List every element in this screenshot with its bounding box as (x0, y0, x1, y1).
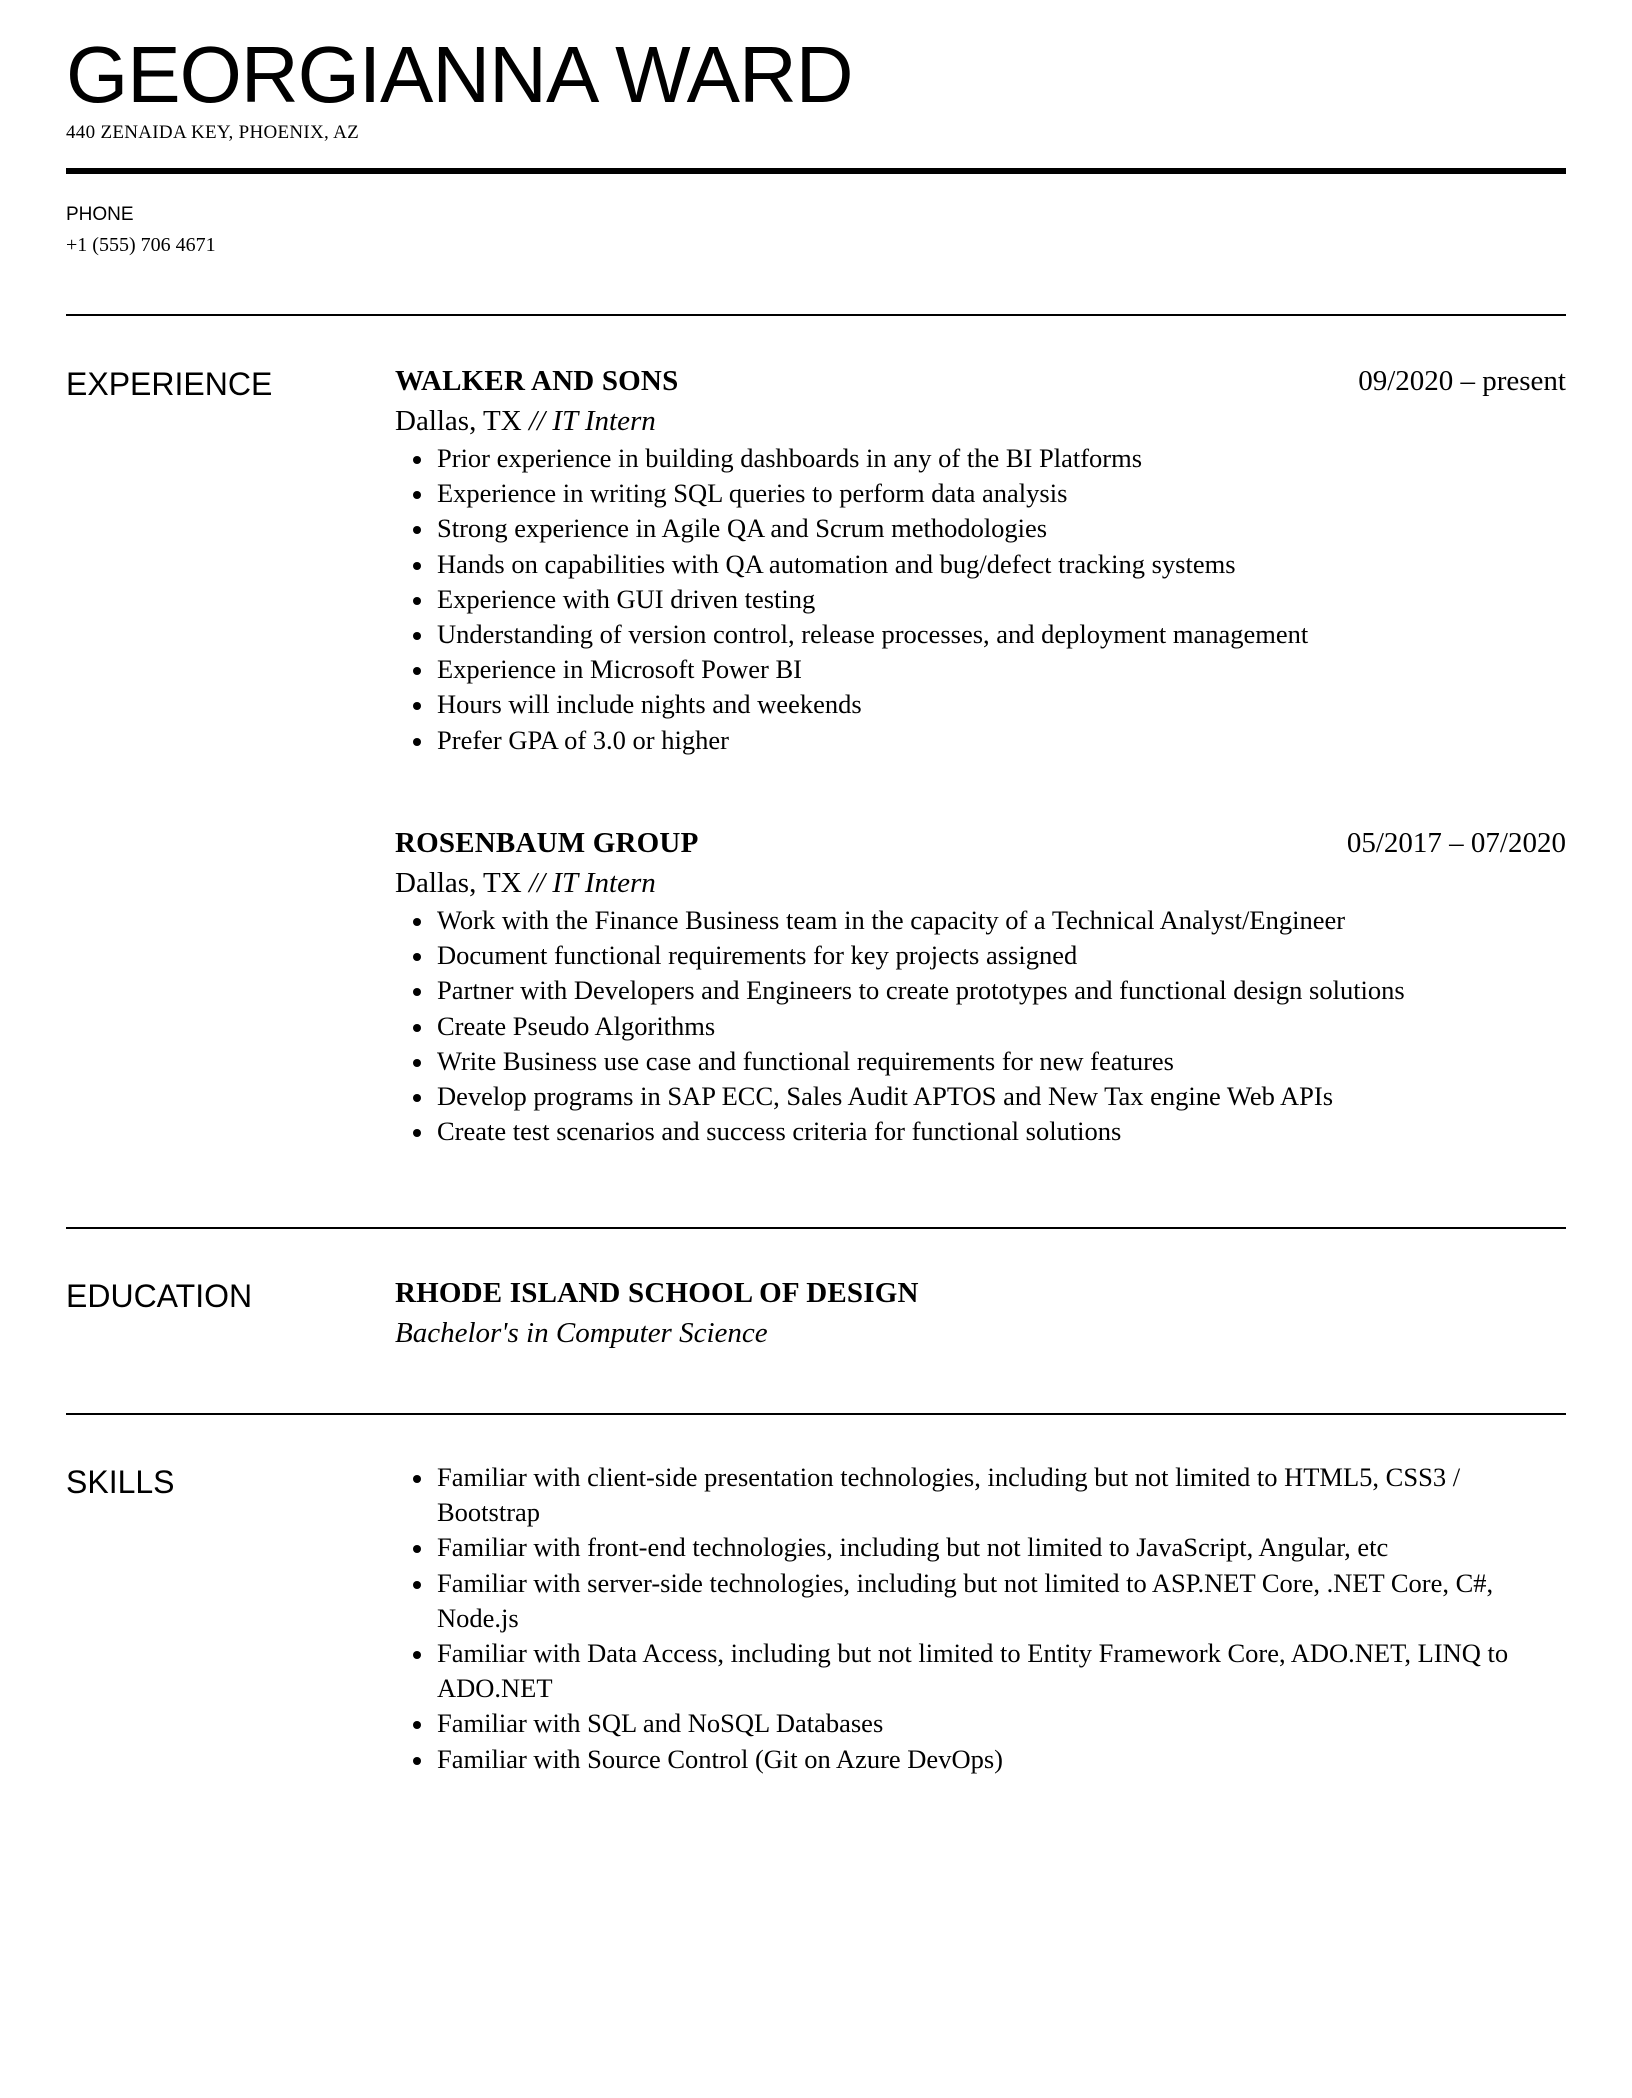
section-divider (66, 1413, 1566, 1415)
list-item: Work with the Finance Business team in the capacity of a Technical Analyst/Engineer (395, 903, 1566, 938)
skills-entry (395, 1460, 1566, 1777)
job-dates: 05/2017 – 07/2020 (1346, 827, 1566, 859)
skills-heading: SKILLS (66, 1464, 175, 1500)
section-divider (66, 314, 1566, 316)
job-entry (395, 823, 1566, 1149)
education-school: RHODE ISLAND SCHOOL OF DESIGN (395, 1277, 919, 1309)
list-item: Partner with Developers and Engineers to create prototypes and functional design solutions (395, 973, 1566, 1008)
job-role: IT Intern (552, 867, 656, 899)
job-role: IT Intern (552, 405, 656, 437)
list-item: Create test scenarios and success criteria for functional solutions (395, 1114, 1566, 1149)
job-bullets (395, 441, 1566, 758)
list-item: Prior experience in building dashboards in any of the BI Platforms (395, 441, 1566, 476)
list-item: Familiar with front-end technologies, including but not limited to JavaScript, Angular, etc (395, 1530, 1566, 1565)
education-heading: EDUCATION (66, 1278, 253, 1314)
job-location: Dallas, TX (395, 867, 522, 899)
education-entry (395, 1273, 1566, 1353)
education-degree: Bachelor's in Computer Science (395, 1317, 768, 1349)
list-item: Familiar with SQL and NoSQL Databases (395, 1706, 1566, 1741)
job-location: Dallas, TX (395, 405, 522, 437)
list-item: Write Business use case and functional requirements for new features (395, 1044, 1566, 1079)
section-divider (66, 1227, 1566, 1229)
list-item: Develop programs in SAP ECC, Sales Audit APTOS and New Tax engine Web APIs (395, 1079, 1566, 1114)
job-separator: // (521, 405, 553, 437)
candidate-name: GEORGIANNA WARD (66, 30, 853, 119)
list-item: Create Pseudo Algorithms (395, 1009, 1566, 1044)
job-header (395, 361, 1566, 401)
experience-heading: EXPERIENCE (66, 366, 273, 402)
job-header (395, 823, 1566, 863)
list-item: Experience in writing SQL queries to perform data analysis (395, 476, 1566, 511)
job-company: WALKER AND SONS (395, 365, 679, 397)
list-item: Familiar with Source Control (Git on Azure DevOps) (395, 1742, 1566, 1777)
job-subline (395, 863, 1566, 903)
list-item: Familiar with client-side presentation technologies, including but not limited to HTML5, CSS3 / Bootstrap (395, 1460, 1566, 1530)
job-bullets (395, 903, 1566, 1149)
list-item: Familiar with server-side technologies, including but not limited to ASP.NET Core, .NET Core, C#, Node.js (395, 1566, 1566, 1636)
list-item: Hands on capabilities with QA automation and bug/defect tracking systems (395, 547, 1566, 582)
phone-label: PHONE (66, 204, 134, 225)
job-dates: 09/2020 – present (1358, 365, 1566, 397)
phone-value: +1 (555) 706 4671 (66, 234, 216, 256)
list-item: Experience with GUI driven testing (395, 582, 1566, 617)
list-item: Familiar with Data Access, including but not limited to Entity Framework Core, ADO.NET, LINQ to ADO.NET (395, 1636, 1566, 1706)
list-item: Experience in Microsoft Power BI (395, 652, 1566, 687)
list-item: Document functional requirements for key projects assigned (395, 938, 1566, 973)
job-separator: // (521, 867, 553, 899)
list-item: Hours will include nights and weekends (395, 687, 1566, 722)
candidate-address: 440 ZENAIDA KEY, PHOENIX, AZ (66, 122, 360, 143)
job-subline (395, 401, 1566, 441)
header-divider (66, 168, 1566, 174)
list-item: Prefer GPA of 3.0 or higher (395, 723, 1566, 758)
job-entry (395, 361, 1566, 758)
skills-list (395, 1460, 1566, 1777)
list-item: Strong experience in Agile QA and Scrum methodologies (395, 511, 1566, 546)
job-company: ROSENBAUM GROUP (395, 827, 699, 859)
list-item: Understanding of version control, release processes, and deployment management (395, 617, 1566, 652)
